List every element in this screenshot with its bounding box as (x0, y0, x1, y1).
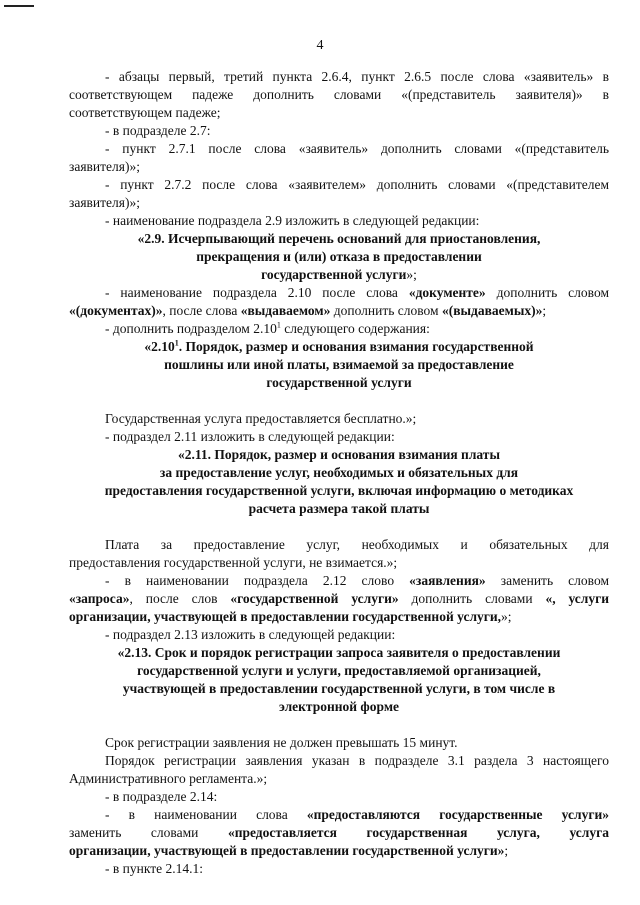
text-line: - пункт 2.7.1 после слова «заявитель» дополнить словами «(представитель (105, 141, 609, 156)
heading-text: государственной услуги (261, 267, 407, 282)
document-body (69, 68, 609, 878)
text-line (69, 590, 609, 608)
bold-term: «выдаваемом» (240, 303, 331, 318)
heading-2-13-line: участвующей в предоставлении государственной услуги, в том числе в (122, 681, 556, 696)
text-line (69, 572, 609, 590)
text-line: - наименование подраздела 2.9 изложить в следующей редакции: (105, 213, 480, 228)
bold-term: «, услуги (545, 591, 610, 606)
heading-text: «2.10 (144, 339, 175, 354)
punctuation: »; (406, 267, 417, 282)
heading-2-10-1-line: государственной услуги (266, 375, 412, 390)
text-span: - дополнить подразделом 2.10 (105, 321, 277, 336)
superscript: 1 (276, 320, 281, 330)
text-line (69, 842, 609, 860)
text-line: Плата за предоставление услуг, необходимых и обязательных для (105, 537, 609, 552)
heading-2-11-line: за предоставление услуг, необходимых и обязательных для (159, 465, 519, 480)
bold-term: «заявления» (409, 573, 486, 588)
text-line (69, 284, 609, 302)
heading-2-9-line (69, 266, 609, 284)
bold-term: «документе» (408, 285, 486, 300)
corner-mark (4, 5, 34, 7)
text-line (69, 824, 609, 842)
superscript: 1 (174, 338, 179, 348)
spacer (69, 716, 609, 734)
text-span: , после слова (162, 303, 241, 318)
text-line: - в пункте 2.14.1: (105, 861, 203, 876)
bold-term: «(документах)» (69, 303, 163, 318)
text-span: следующего содержания: (280, 321, 430, 336)
text-span: - в наименовании слова (105, 807, 307, 822)
text-line: - подраздел 2.13 изложить в следующей редакции: (105, 627, 396, 642)
text-span: дополнить словом (330, 303, 442, 318)
text-line: - в подразделе 2.7: (105, 123, 211, 138)
text-span: , после слов (129, 591, 231, 606)
heading-2-13-line: «2.13. Срок и порядок регистрации запроса заявителя о предоставлении (117, 645, 561, 660)
bold-term: организации, участвующей в предоставлении государственной услуги» (69, 843, 505, 858)
text-line: - пункт 2.7.2 после слова «заявителем» дополнить словами «(представителем (105, 177, 609, 192)
text-span: дополнить словом (485, 285, 609, 300)
bold-term: «запроса» (69, 591, 130, 606)
text-line (69, 320, 609, 338)
bold-term: «предоставляются государственные услуги» (306, 807, 609, 822)
heading-2-11-line: предоставления государственной услуги, включая информацию о методиках (104, 483, 574, 498)
text-line: - абзацы первый, третий пункта 2.6.4, пункт 2.6.5 после слова «заявитель» в (105, 69, 609, 84)
text-line (69, 806, 609, 824)
text-line: заявителя)»; (69, 195, 140, 210)
text-line (69, 608, 609, 626)
text-line: Порядок регистрации заявления указан в подразделе 3.1 раздела 3 настоящего (105, 753, 609, 768)
heading-2-9-line: «2.9. Исчерпывающий перечень оснований для приостановления, (137, 231, 541, 246)
bold-term: «(выдаваемых)» (441, 303, 543, 318)
text-line: - в подразделе 2.14: (105, 789, 218, 804)
text-span: »; (501, 609, 512, 624)
text-line: заявителя)»; (69, 159, 140, 174)
text-line: - подраздел 2.11 изложить в следующей редакции: (105, 429, 395, 444)
page-number: 4 (316, 38, 324, 53)
heading-text: . Порядок, размер и основания взимания государственной (178, 339, 534, 354)
text-line (69, 302, 609, 320)
bold-term: «предоставляется государственная услуга, услуга (227, 825, 609, 840)
heading-2-9-line: прекращения и (или) отказа в предоставлении (196, 249, 482, 264)
text-line: соответствующем падеже дополнить словами «(представитель заявителя)» в (69, 87, 609, 102)
heading-2-13-line: государственной услуги и услуги, предоставляемой организацией, (137, 663, 541, 678)
text-line: предоставления государственной услуги, не взимается.»; (69, 555, 398, 570)
heading-2-11-line: «2.11. Порядок, размер и основания взимания платы (178, 447, 500, 462)
text-span: - наименование подраздела 2.10 после слова (105, 285, 409, 300)
text-span: дополнить словами (398, 591, 546, 606)
heading-2-13-line: электронной форме (278, 699, 400, 714)
text-span: ; (542, 303, 547, 318)
heading-2-11-line: расчета размера такой платы (248, 501, 430, 516)
text-line: Административного регламента.»; (69, 771, 268, 786)
heading-2-10-1-line (69, 338, 609, 356)
heading-2-10-1-line: пошлины или иной платы, взимаемой за предоставление (164, 357, 514, 372)
text-span: ; (504, 843, 509, 858)
spacer (69, 392, 609, 410)
bold-term: организации, участвующей в предоставлении государственной услуги, (69, 609, 502, 624)
text-span: - в наименовании подраздела 2.12 слово (105, 573, 410, 588)
spacer (69, 518, 609, 536)
text-line: соответствующем падеже; (69, 105, 221, 120)
bold-term: «государственной услуги» (230, 591, 399, 606)
text-line: Срок регистрации заявления не должен превышать 15 минут. (105, 735, 458, 750)
text-span: заменить словом (485, 573, 609, 588)
text-span: заменить словами (69, 825, 228, 840)
text-line: Государственная услуга предоставляется бесплатно.»; (105, 411, 417, 426)
